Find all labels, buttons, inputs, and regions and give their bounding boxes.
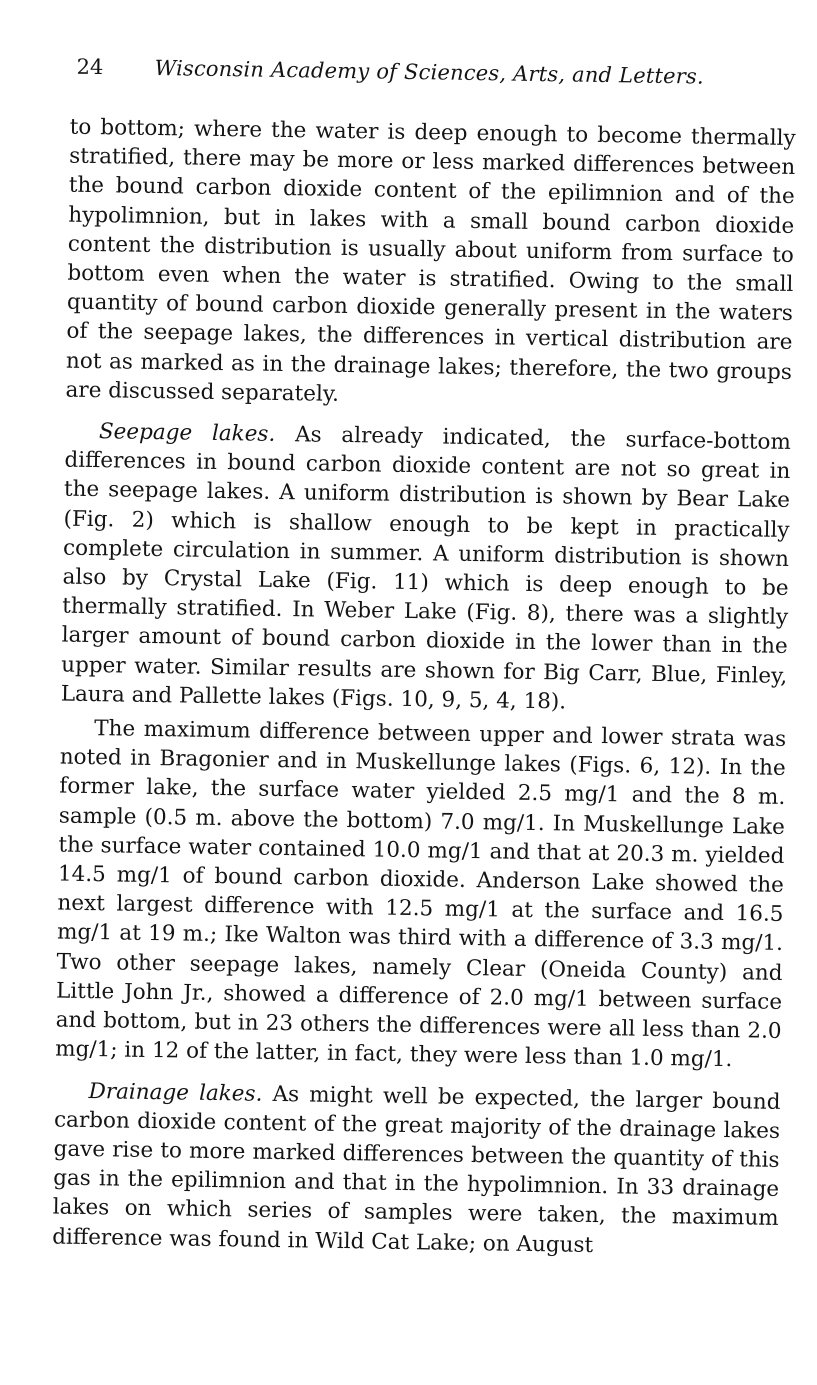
body-text <box>52 113 796 1263</box>
paragraph-text: As might well be expected, the larger bound carbon dioxide content of the great majority of the drainage lakes gave rise to more marked differences between the quantity of this gas in the epilimnion and that in the hypolimnion. In 33 drainage lakes on which series of samples were taken, the maximum difference was found in Wild Cat Lake; on August <box>52 1081 781 1258</box>
paragraph-continuation <box>65 113 795 416</box>
paragraph-maximum-difference <box>55 714 786 1076</box>
section-heading-seepage-lakes: Seepage lakes. <box>98 419 276 447</box>
running-header <box>76 53 756 92</box>
paragraph-text: As already indicated, the surface-bottom differences in bound carbon dioxide content are not so great in the seepage lakes. A uniform distribution is shown by Bear Lake (Fig. 2) which is shallow enough to be kept in practically complete circulation in summer. A uniform distribution is shown also by Crystal Lake (Fig. 11) which is deep enough to be thermally stratified. In Weber Lake (Fig. 8), there was a slightly larger amount of bound carbon dioxide in the lower than in the upper water. Similar results are shown for Big Carr, Blue, Finley, Laura and Pallette lakes (Figs. 10, 9, 5, 4, 18). <box>60 422 792 715</box>
section-heading-drainage-lakes: Drainage lakes. <box>88 1078 263 1107</box>
journal-title: Wisconsin Academy of Sciences, Arts, and Letters. <box>154 55 705 89</box>
paragraph-text: The maximum difference between upper and lower strata was noted in Bragonier and in Muskellunge lakes (Figs. 6, 12). In the former lake, the surface water yielded 2.5 mg/1 and the 8 m. sample (0.5 m. above the bottom) 7.0 mg/1. In Muskellunge Lake the surface water contained 10.0 mg/1 and that at 20.3 m. yielded 14.5 mg/1 of bound carbon dioxide. Anderson Lake showed the next largest difference with 12.5 mg/1 at the surface and 16.5 mg/1 at 19 m.; Ike Walton was third with a difference of 3.3 mg/1. Two other seepage lakes, namely Clear (Oneida County) and Little John Jr., showed a difference of 2.0 mg/1 between surface and bottom, but in 23 others the differences were all less than 2.0 mg/1; in 12 of the latter, in fact, they were less than 1.0 mg/1. <box>55 716 787 1073</box>
paragraph-seepage-lakes <box>61 417 791 720</box>
page-number: 24 <box>76 54 104 80</box>
paragraph-text: to bottom; where the water is deep enough to become thermally stratified, there may be more or less marked differences between the bound carbon dioxide content of the epilimnion and of the hypolimnion, but in lakes with a small bound carbon dioxide content the distribution is usually about uniform from surface to bottom even when the water is stratified. Owing to the small quantity of bound carbon dioxide generally present in the waters of the seepage lakes, the differences in vertical distribution are not as marked as in the drainage lakes; therefore, the two groups are discussed separately. <box>65 114 796 407</box>
paragraph-drainage-lakes <box>52 1076 781 1263</box>
